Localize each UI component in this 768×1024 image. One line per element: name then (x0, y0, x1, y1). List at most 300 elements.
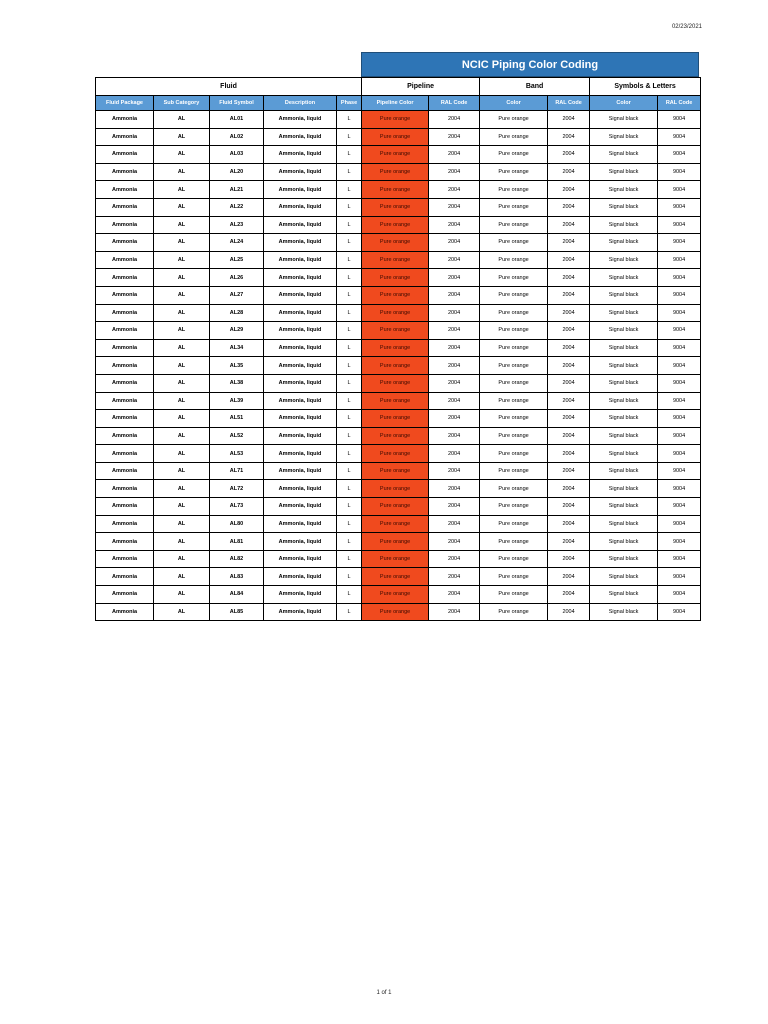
cell-pipeline-ral: 2004 (429, 445, 480, 463)
cell-band-ral: 2004 (548, 146, 590, 164)
cell-phase: L (337, 533, 362, 551)
cell-symbols-ral: 9004 (658, 374, 701, 392)
cell-pipeline-ral: 2004 (429, 163, 480, 181)
cell-symbols-color: Signal black (590, 462, 658, 480)
cell-symbols-color: Signal black (590, 586, 658, 604)
cell-band-ral: 2004 (548, 234, 590, 252)
cell-sub-category: AL (154, 181, 210, 199)
cell-description: Ammonia, liquid (264, 251, 337, 269)
cell-fluid-package: Ammonia (96, 128, 154, 146)
cell-symbols-color: Signal black (590, 181, 658, 199)
cell-description: Ammonia, liquid (264, 216, 337, 234)
cell-fluid-symbol: AL27 (210, 286, 264, 304)
cell-symbols-color: Signal black (590, 234, 658, 252)
cell-pipeline-ral: 2004 (429, 181, 480, 199)
cell-band-ral: 2004 (548, 445, 590, 463)
cell-symbols-color: Signal black (590, 111, 658, 129)
cell-pipeline-ral: 2004 (429, 410, 480, 428)
table-row (96, 550, 701, 568)
table-row (96, 111, 701, 129)
cell-phase: L (337, 234, 362, 252)
cell-phase: L (337, 269, 362, 287)
cell-band-color: Pure orange (480, 480, 548, 498)
cell-pipeline-ral: 2004 (429, 216, 480, 234)
cell-fluid-symbol: AL72 (210, 480, 264, 498)
cell-pipeline-ral: 2004 (429, 269, 480, 287)
table-row (96, 445, 701, 463)
cell-fluid-package: Ammonia (96, 392, 154, 410)
cell-symbols-ral: 9004 (658, 515, 701, 533)
cell-band-ral: 2004 (548, 480, 590, 498)
cell-pipeline-ral: 2004 (429, 286, 480, 304)
cell-sub-category: AL (154, 374, 210, 392)
cell-band-color: Pure orange (480, 568, 548, 586)
cell-phase: L (337, 498, 362, 516)
cell-pipeline-color: Pure orange (362, 304, 429, 322)
cell-pipeline-color: Pure orange (362, 515, 429, 533)
cell-band-ral: 2004 (548, 322, 590, 340)
cell-fluid-symbol: AL53 (210, 445, 264, 463)
cell-sub-category: AL (154, 515, 210, 533)
cell-pipeline-color: Pure orange (362, 251, 429, 269)
cell-band-color: Pure orange (480, 515, 548, 533)
col-fluid-package: Fluid Package (96, 96, 154, 111)
col-symbols-color: Color (590, 96, 658, 111)
cell-phase: L (337, 251, 362, 269)
table-title: NCIC Piping Color Coding (361, 52, 699, 77)
cell-phase: L (337, 339, 362, 357)
cell-fluid-symbol: AL39 (210, 392, 264, 410)
cell-pipeline-color: Pure orange (362, 533, 429, 551)
cell-pipeline-ral: 2004 (429, 462, 480, 480)
cell-sub-category: AL (154, 216, 210, 234)
cell-sub-category: AL (154, 111, 210, 129)
cell-symbols-ral: 9004 (658, 286, 701, 304)
cell-fluid-package: Ammonia (96, 410, 154, 428)
cell-phase: L (337, 304, 362, 322)
cell-pipeline-color: Pure orange (362, 146, 429, 164)
table-row (96, 515, 701, 533)
cell-sub-category: AL (154, 410, 210, 428)
cell-sub-category: AL (154, 392, 210, 410)
table-row (96, 286, 701, 304)
piping-color-table (95, 77, 701, 621)
cell-band-color: Pure orange (480, 498, 548, 516)
cell-phase: L (337, 586, 362, 604)
cell-pipeline-ral: 2004 (429, 128, 480, 146)
cell-description: Ammonia, liquid (264, 181, 337, 199)
cell-sub-category: AL (154, 586, 210, 604)
cell-pipeline-color: Pure orange (362, 163, 429, 181)
table-row (96, 322, 701, 340)
cell-sub-category: AL (154, 128, 210, 146)
cell-fluid-symbol: AL82 (210, 550, 264, 568)
cell-band-ral: 2004 (548, 603, 590, 621)
cell-pipeline-color: Pure orange (362, 181, 429, 199)
table-row (96, 462, 701, 480)
cell-phase: L (337, 216, 362, 234)
cell-symbols-ral: 9004 (658, 410, 701, 428)
cell-symbols-ral: 9004 (658, 462, 701, 480)
cell-band-ral: 2004 (548, 550, 590, 568)
cell-symbols-ral: 9004 (658, 498, 701, 516)
cell-band-ral: 2004 (548, 181, 590, 199)
table-row (96, 198, 701, 216)
cell-band-color: Pure orange (480, 128, 548, 146)
cell-symbols-ral: 9004 (658, 163, 701, 181)
cell-band-color: Pure orange (480, 374, 548, 392)
table-row (96, 480, 701, 498)
cell-band-color: Pure orange (480, 322, 548, 340)
cell-symbols-ral: 9004 (658, 480, 701, 498)
cell-fluid-package: Ammonia (96, 198, 154, 216)
cell-fluid-symbol: AL81 (210, 533, 264, 551)
cell-symbols-ral: 9004 (658, 533, 701, 551)
cell-symbols-color: Signal black (590, 480, 658, 498)
cell-fluid-package: Ammonia (96, 374, 154, 392)
cell-pipeline-color: Pure orange (362, 550, 429, 568)
cell-pipeline-ral: 2004 (429, 374, 480, 392)
cell-band-color: Pure orange (480, 533, 548, 551)
cell-fluid-symbol: AL34 (210, 339, 264, 357)
cell-symbols-color: Signal black (590, 163, 658, 181)
cell-symbols-ral: 9004 (658, 251, 701, 269)
cell-description: Ammonia, liquid (264, 515, 337, 533)
cell-sub-category: AL (154, 198, 210, 216)
cell-pipeline-ral: 2004 (429, 480, 480, 498)
cell-pipeline-ral: 2004 (429, 234, 480, 252)
cell-fluid-symbol: AL25 (210, 251, 264, 269)
document-date: 02/23/2021 (671, 24, 702, 30)
cell-fluid-symbol: AL35 (210, 357, 264, 375)
cell-sub-category: AL (154, 603, 210, 621)
cell-description: Ammonia, liquid (264, 128, 337, 146)
cell-symbols-ral: 9004 (658, 304, 701, 322)
cell-phase: L (337, 550, 362, 568)
col-sub-category: Sub Category (154, 96, 210, 111)
cell-fluid-symbol: AL20 (210, 163, 264, 181)
cell-band-color: Pure orange (480, 304, 548, 322)
cell-symbols-ral: 9004 (658, 550, 701, 568)
column-header-row (96, 96, 701, 111)
cell-pipeline-color: Pure orange (362, 462, 429, 480)
cell-fluid-package: Ammonia (96, 445, 154, 463)
cell-band-color: Pure orange (480, 286, 548, 304)
cell-band-color: Pure orange (480, 357, 548, 375)
cell-symbols-color: Signal black (590, 427, 658, 445)
cell-symbols-ral: 9004 (658, 357, 701, 375)
table-row (96, 568, 701, 586)
cell-symbols-color: Signal black (590, 357, 658, 375)
table-row (96, 251, 701, 269)
cell-description: Ammonia, liquid (264, 339, 337, 357)
cell-sub-category: AL (154, 357, 210, 375)
cell-pipeline-ral: 2004 (429, 322, 480, 340)
cell-band-ral: 2004 (548, 462, 590, 480)
cell-pipeline-color: Pure orange (362, 128, 429, 146)
table-row (96, 392, 701, 410)
cell-band-ral: 2004 (548, 533, 590, 551)
cell-symbols-color: Signal black (590, 198, 658, 216)
cell-band-color: Pure orange (480, 234, 548, 252)
cell-description: Ammonia, liquid (264, 163, 337, 181)
cell-pipeline-color: Pure orange (362, 322, 429, 340)
cell-symbols-ral: 9004 (658, 181, 701, 199)
cell-symbols-color: Signal black (590, 550, 658, 568)
cell-description: Ammonia, liquid (264, 286, 337, 304)
cell-symbols-color: Signal black (590, 339, 658, 357)
col-description: Description (264, 96, 337, 111)
cell-fluid-symbol: AL80 (210, 515, 264, 533)
page-number: 1 of 1 (376, 990, 392, 996)
cell-phase: L (337, 163, 362, 181)
table-row (96, 374, 701, 392)
cell-fluid-package: Ammonia (96, 269, 154, 287)
cell-band-color: Pure orange (480, 427, 548, 445)
cell-description: Ammonia, liquid (264, 322, 337, 340)
cell-pipeline-color: Pure orange (362, 498, 429, 516)
cell-band-color: Pure orange (480, 410, 548, 428)
cell-symbols-color: Signal black (590, 128, 658, 146)
cell-band-color: Pure orange (480, 445, 548, 463)
cell-description: Ammonia, liquid (264, 550, 337, 568)
cell-fluid-symbol: AL84 (210, 586, 264, 604)
cell-band-color: Pure orange (480, 586, 548, 604)
table-row (96, 357, 701, 375)
group-header-row (96, 78, 701, 96)
table-row (96, 603, 701, 621)
table-row (96, 146, 701, 164)
table-row (96, 163, 701, 181)
table-row (96, 234, 701, 252)
cell-phase: L (337, 427, 362, 445)
cell-description: Ammonia, liquid (264, 269, 337, 287)
cell-band-ral: 2004 (548, 251, 590, 269)
cell-phase: L (337, 515, 362, 533)
cell-symbols-color: Signal black (590, 269, 658, 287)
cell-phase: L (337, 286, 362, 304)
cell-fluid-symbol: AL73 (210, 498, 264, 516)
table-row (96, 181, 701, 199)
cell-phase: L (337, 322, 362, 340)
cell-band-ral: 2004 (548, 392, 590, 410)
cell-phase: L (337, 603, 362, 621)
cell-description: Ammonia, liquid (264, 568, 337, 586)
col-pipeline-ral: RAL Code (429, 96, 480, 111)
cell-fluid-package: Ammonia (96, 163, 154, 181)
cell-band-ral: 2004 (548, 357, 590, 375)
cell-description: Ammonia, liquid (264, 445, 337, 463)
cell-phase: L (337, 181, 362, 199)
cell-fluid-symbol: AL01 (210, 111, 264, 129)
cell-band-ral: 2004 (548, 515, 590, 533)
cell-band-color: Pure orange (480, 550, 548, 568)
cell-pipeline-color: Pure orange (362, 427, 429, 445)
cell-pipeline-ral: 2004 (429, 586, 480, 604)
cell-band-ral: 2004 (548, 269, 590, 287)
group-fluid: Fluid (96, 78, 362, 96)
cell-symbols-color: Signal black (590, 498, 658, 516)
cell-symbols-ral: 9004 (658, 216, 701, 234)
table-row (96, 427, 701, 445)
cell-pipeline-color: Pure orange (362, 410, 429, 428)
cell-pipeline-ral: 2004 (429, 498, 480, 516)
cell-symbols-color: Signal black (590, 410, 658, 428)
cell-fluid-package: Ammonia (96, 251, 154, 269)
cell-band-color: Pure orange (480, 269, 548, 287)
table-row (96, 128, 701, 146)
cell-fluid-package: Ammonia (96, 480, 154, 498)
cell-description: Ammonia, liquid (264, 357, 337, 375)
cell-phase: L (337, 480, 362, 498)
cell-symbols-color: Signal black (590, 392, 658, 410)
cell-pipeline-color: Pure orange (362, 392, 429, 410)
cell-fluid-symbol: AL26 (210, 269, 264, 287)
cell-fluid-package: Ammonia (96, 322, 154, 340)
cell-band-color: Pure orange (480, 251, 548, 269)
cell-pipeline-color: Pure orange (362, 374, 429, 392)
col-band-ral: RAL Code (548, 96, 590, 111)
cell-pipeline-ral: 2004 (429, 392, 480, 410)
cell-description: Ammonia, liquid (264, 234, 337, 252)
cell-phase: L (337, 111, 362, 129)
table-row (96, 269, 701, 287)
cell-fluid-package: Ammonia (96, 568, 154, 586)
cell-fluid-package: Ammonia (96, 286, 154, 304)
cell-pipeline-ral: 2004 (429, 568, 480, 586)
cell-pipeline-color: Pure orange (362, 357, 429, 375)
cell-pipeline-color: Pure orange (362, 480, 429, 498)
cell-pipeline-color: Pure orange (362, 216, 429, 234)
cell-fluid-symbol: AL24 (210, 234, 264, 252)
cell-sub-category: AL (154, 286, 210, 304)
cell-band-color: Pure orange (480, 111, 548, 129)
cell-fluid-symbol: AL23 (210, 216, 264, 234)
cell-symbols-color: Signal black (590, 515, 658, 533)
cell-description: Ammonia, liquid (264, 304, 337, 322)
table-row (96, 216, 701, 234)
cell-phase: L (337, 462, 362, 480)
table-row (96, 498, 701, 516)
cell-sub-category: AL (154, 163, 210, 181)
cell-symbols-color: Signal black (590, 374, 658, 392)
cell-sub-category: AL (154, 322, 210, 340)
cell-band-color: Pure orange (480, 339, 548, 357)
cell-sub-category: AL (154, 550, 210, 568)
cell-pipeline-color: Pure orange (362, 269, 429, 287)
cell-symbols-color: Signal black (590, 286, 658, 304)
cell-pipeline-color: Pure orange (362, 603, 429, 621)
table-row (96, 533, 701, 551)
col-pipeline-color: Pipeline Color (362, 96, 429, 111)
cell-fluid-package: Ammonia (96, 216, 154, 234)
cell-fluid-symbol: AL85 (210, 603, 264, 621)
cell-band-ral: 2004 (548, 304, 590, 322)
cell-band-ral: 2004 (548, 339, 590, 357)
cell-symbols-color: Signal black (590, 251, 658, 269)
cell-symbols-ral: 9004 (658, 392, 701, 410)
cell-fluid-symbol: AL29 (210, 322, 264, 340)
cell-sub-category: AL (154, 269, 210, 287)
cell-fluid-symbol: AL83 (210, 568, 264, 586)
cell-phase: L (337, 445, 362, 463)
table-row (96, 586, 701, 604)
cell-fluid-package: Ammonia (96, 498, 154, 516)
cell-band-ral: 2004 (548, 163, 590, 181)
cell-description: Ammonia, liquid (264, 498, 337, 516)
cell-band-color: Pure orange (480, 392, 548, 410)
cell-symbols-ral: 9004 (658, 586, 701, 604)
cell-fluid-package: Ammonia (96, 146, 154, 164)
cell-phase: L (337, 198, 362, 216)
cell-description: Ammonia, liquid (264, 603, 337, 621)
cell-band-ral: 2004 (548, 111, 590, 129)
cell-sub-category: AL (154, 304, 210, 322)
cell-symbols-color: Signal black (590, 216, 658, 234)
cell-pipeline-ral: 2004 (429, 198, 480, 216)
cell-band-ral: 2004 (548, 427, 590, 445)
cell-symbols-ral: 9004 (658, 445, 701, 463)
cell-pipeline-ral: 2004 (429, 533, 480, 551)
cell-pipeline-ral: 2004 (429, 146, 480, 164)
cell-pipeline-ral: 2004 (429, 304, 480, 322)
cell-band-ral: 2004 (548, 410, 590, 428)
table-row (96, 304, 701, 322)
cell-pipeline-color: Pure orange (362, 586, 429, 604)
cell-description: Ammonia, liquid (264, 427, 337, 445)
cell-sub-category: AL (154, 146, 210, 164)
cell-fluid-symbol: AL52 (210, 427, 264, 445)
cell-fluid-package: Ammonia (96, 427, 154, 445)
cell-symbols-ral: 9004 (658, 128, 701, 146)
cell-fluid-package: Ammonia (96, 181, 154, 199)
table-body (96, 111, 701, 621)
cell-band-ral: 2004 (548, 216, 590, 234)
cell-pipeline-ral: 2004 (429, 339, 480, 357)
cell-description: Ammonia, liquid (264, 392, 337, 410)
cell-description: Ammonia, liquid (264, 462, 337, 480)
cell-phase: L (337, 357, 362, 375)
cell-pipeline-ral: 2004 (429, 111, 480, 129)
cell-description: Ammonia, liquid (264, 533, 337, 551)
cell-band-color: Pure orange (480, 603, 548, 621)
table-row (96, 339, 701, 357)
cell-symbols-ral: 9004 (658, 111, 701, 129)
col-band-color: Color (480, 96, 548, 111)
cell-fluid-package: Ammonia (96, 603, 154, 621)
cell-pipeline-color: Pure orange (362, 198, 429, 216)
col-symbols-ral: RAL Code (658, 96, 701, 111)
cell-symbols-ral: 9004 (658, 234, 701, 252)
cell-band-ral: 2004 (548, 128, 590, 146)
cell-fluid-symbol: AL22 (210, 198, 264, 216)
cell-band-ral: 2004 (548, 498, 590, 516)
cell-fluid-package: Ammonia (96, 515, 154, 533)
col-phase: Phase (337, 96, 362, 111)
cell-symbols-ral: 9004 (658, 427, 701, 445)
cell-pipeline-color: Pure orange (362, 339, 429, 357)
cell-symbols-ral: 9004 (658, 322, 701, 340)
cell-pipeline-color: Pure orange (362, 568, 429, 586)
cell-description: Ammonia, liquid (264, 586, 337, 604)
cell-fluid-package: Ammonia (96, 462, 154, 480)
cell-band-ral: 2004 (548, 586, 590, 604)
cell-fluid-symbol: AL28 (210, 304, 264, 322)
cell-description: Ammonia, liquid (264, 374, 337, 392)
cell-band-ral: 2004 (548, 374, 590, 392)
cell-symbols-color: Signal black (590, 322, 658, 340)
cell-description: Ammonia, liquid (264, 410, 337, 428)
